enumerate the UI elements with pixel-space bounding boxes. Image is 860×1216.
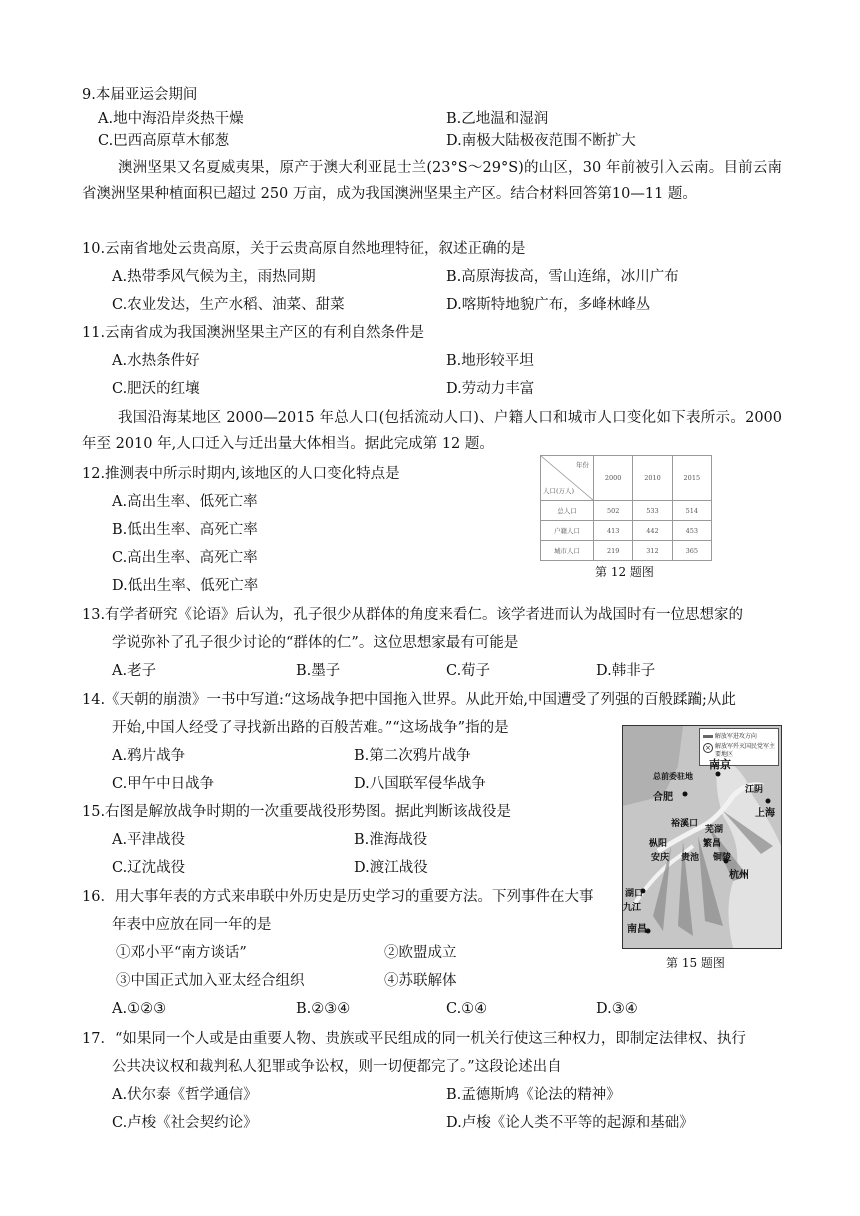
q17-option-d: D.卢梭《论人类不平等的起源和基础》 [446, 1115, 694, 1131]
material-paragraph-2: 我国沿海某地区 2000—2015 年总人口(包括流动人口)、户籍人口和城市人口变化如下表所示。2000年至 2010 年,人口迁入与迁出量大体相当。据此完成第 12 题。 [82, 410, 782, 452]
q15-option-d: D.渡江战役 [354, 860, 428, 876]
map-city-hukou: 湖口 [625, 889, 644, 899]
map-city-guichi: 贵池 [681, 853, 700, 863]
q16-option-d: D.③④ [596, 1001, 638, 1017]
year-cell: 2010 [633, 456, 672, 501]
q16-item-1: ①邓小平“南方谈话” [116, 945, 247, 961]
row-label: 户籍人口 [541, 521, 594, 541]
q16-option-c: C.①④ [446, 1001, 488, 1017]
q14-option-c: C.甲午中日战争 [112, 776, 215, 792]
q11-stem: 11.云南省成为我国澳洲坚果主产区的有利自然条件是 [82, 325, 425, 341]
table-row [541, 541, 712, 561]
q15-figure-caption: 第 15 题图 [666, 956, 725, 970]
q11-option-c: C.肥沃的红壤 [112, 381, 200, 397]
q12-population-table [540, 455, 712, 561]
table-cell: 502 [594, 501, 633, 521]
q12-option-d: D.低出生率、低死亡率 [112, 578, 259, 594]
q13-stem-line1: 13.有学者研究《论语》后认为，孔子很少从群体的角度来看仁。该学者进而认为战国时有一位思想家的 [82, 607, 744, 623]
q17-stem-line1: 17．“如果同一个人或是由重要人物、贵族或平民组成的同一机关行使这三种权力，即制定法律权、执行 [82, 1031, 746, 1047]
table-cell: 442 [633, 521, 672, 541]
q10-option-b: B.高原海拔高，雪山连绵，冰川广布 [446, 269, 679, 285]
legend-advance-label: 解放军进攻方向 [714, 733, 757, 740]
arrow-icon [703, 735, 713, 738]
q14-option-a: A.鸦片战争 [112, 748, 186, 764]
table-cell: 365 [672, 541, 711, 561]
table-row [541, 521, 712, 541]
map-city-shanghai: 上海 [755, 808, 775, 819]
map-city-wuhu: 芜湖 [705, 825, 724, 835]
q17-option-c: C.卢梭《社会契约论》 [112, 1115, 258, 1131]
map-city-zongyang: 枞阳 [649, 839, 668, 849]
q11-option-a: A.水热条件好 [112, 353, 200, 369]
q10-option-a: A.热带季风气候为主，雨热同期 [112, 269, 316, 285]
q12-stem: 12.推测表中所示时期内,该地区的人口变化特点是 [82, 466, 400, 482]
table-row [541, 501, 712, 521]
map-city-hangzhou: 杭州 [729, 870, 749, 881]
q11-option-d: D.劳动力丰富 [446, 381, 535, 397]
material-paragraph-1: 澳洲坚果又名夏威夷果，原产于澳大利亚昆士兰(23°S～29°S)的山区，30 年前被引入云南。目前云南省澳洲坚果种植面积已超过 250 万亩，成为我国澳洲坚果主产区。结合材料回答第10—11 题。 [82, 160, 782, 202]
table-cell: 413 [594, 521, 633, 541]
year-cell: 2015 [672, 456, 711, 501]
q15-stem: 15.右图是解放战争时期的一次重要战役形势图。据此判断该战役是 [82, 804, 512, 820]
header-year-label: 年份 [576, 461, 589, 469]
q14-stem-line1: 14.《天朝的崩溃》一书中写道:“这场战争把中国拖入世界。从此开始,中国遭受了列强的百般蹂躏;从此 [82, 692, 736, 708]
q14-option-b: B.第二次鸦片战争 [354, 748, 471, 764]
q16-item-4: ④苏联解体 [384, 973, 457, 989]
map-city-yuxikou: 裕溪口 [671, 819, 699, 829]
q16-stem-line2: 年表中应放在同一年的是 [112, 917, 272, 933]
q9-option-b: B.乙地温和湿润 [446, 111, 549, 127]
map-city-jiujiang: 九江 [623, 903, 642, 913]
q13-option-c: C.荀子 [446, 663, 491, 679]
legend-advance [700, 729, 778, 742]
table-cell: 533 [633, 501, 672, 521]
q14-option-d: D.八国联军侵华战争 [354, 776, 486, 792]
table-cell: 312 [633, 541, 672, 561]
q13-option-d: D.韩非子 [596, 663, 656, 679]
q15-battle-map [622, 725, 782, 949]
cross-circle-icon: × [703, 743, 713, 753]
map-city-fanchang: 繁昌 [703, 839, 722, 849]
q14-stem-line2: 开始,中国人经受了寻找新出路的百般苦难。”“这场战争”指的是 [112, 720, 509, 736]
q13-option-b: B.墨子 [296, 663, 341, 679]
q12-option-a: A.高出生率、低死亡率 [112, 494, 258, 510]
q9-option-c: C.巴西高原草木郁葱 [98, 133, 230, 149]
q15-option-c: C.辽沈战役 [112, 860, 186, 876]
q13-option-a: A.老子 [112, 663, 157, 679]
legend-destroyed-label: 解放军歼灭国民党军主要地区 [715, 743, 776, 758]
q10-stem: 10.云南省地处云贵高原，关于云贵高原自然地理特征，叙述正确的是 [82, 241, 526, 257]
q16-option-b: B.②③④ [296, 1001, 351, 1017]
q12-option-b: B.低出生率、高死亡率 [112, 522, 258, 538]
q11-option-b: B.地形较平坦 [446, 353, 534, 369]
map-city-nanchang: 南昌 [627, 924, 647, 935]
q12-figure-caption: 第 12 题图 [595, 565, 654, 579]
year-cell: 2000 [594, 456, 633, 501]
map-city-hefei: 合肥 [653, 792, 673, 803]
map-city-anqing: 安庆 [651, 853, 670, 863]
q16-item-2: ②欧盟成立 [384, 945, 457, 961]
q17-stem-line2: 公共决议权和裁判私人犯罪或争讼权，则一切便都完了。”这段论述出自 [112, 1059, 562, 1075]
q10-option-d: D.喀斯特地貌广布，多峰林峰丛 [446, 297, 651, 313]
row-label: 总人口 [541, 501, 594, 521]
map-city-jiangyin: 江阴 [745, 785, 764, 795]
q16-option-a: A.①②③ [112, 1001, 167, 1017]
q17-option-b: B.孟德斯鸠《论法的精神》 [446, 1087, 621, 1103]
q17-option-a: A.伏尔泰《哲学通信》 [112, 1087, 258, 1103]
map-city-nanjing: 南京 [709, 758, 731, 771]
q15-option-b: B.淮海战役 [354, 832, 428, 848]
q10-option-c: C.农业发达，生产水稻、油菜、甜菜 [112, 297, 345, 313]
table-cell: 219 [594, 541, 633, 561]
header-population-label: 人口(万人) [543, 487, 575, 495]
q13-stem-line2: 学说弥补了孔子很少讨论的“群体的仁”。这位思想家最有可能是 [112, 635, 519, 651]
table-cell: 514 [672, 501, 711, 521]
q9-option-a: A.地中海沿岸炎热干燥 [98, 111, 244, 127]
row-label: 城市人口 [541, 541, 594, 561]
q16-item-3: ③中国正式加入亚太经合组织 [116, 973, 305, 989]
table-cell: 453 [672, 521, 711, 541]
table-header-corner [541, 456, 594, 501]
q16-stem-line1: 16．用大事年表的方式来串联中外历史是历史学习的重要方法。下列事件在大事 [82, 889, 594, 905]
q12-option-c: C.高出生率、高死亡率 [112, 550, 258, 566]
q9-stem: 9.本届亚运会期间 [82, 87, 198, 103]
q9-option-d: D.南极大陆极夜范围不断扩大 [446, 133, 636, 149]
map-city-tongling: 铜陵 [713, 853, 732, 863]
q15-option-a: A.平津战役 [112, 832, 186, 848]
map-label-hq: 总前委驻地 [653, 772, 693, 781]
